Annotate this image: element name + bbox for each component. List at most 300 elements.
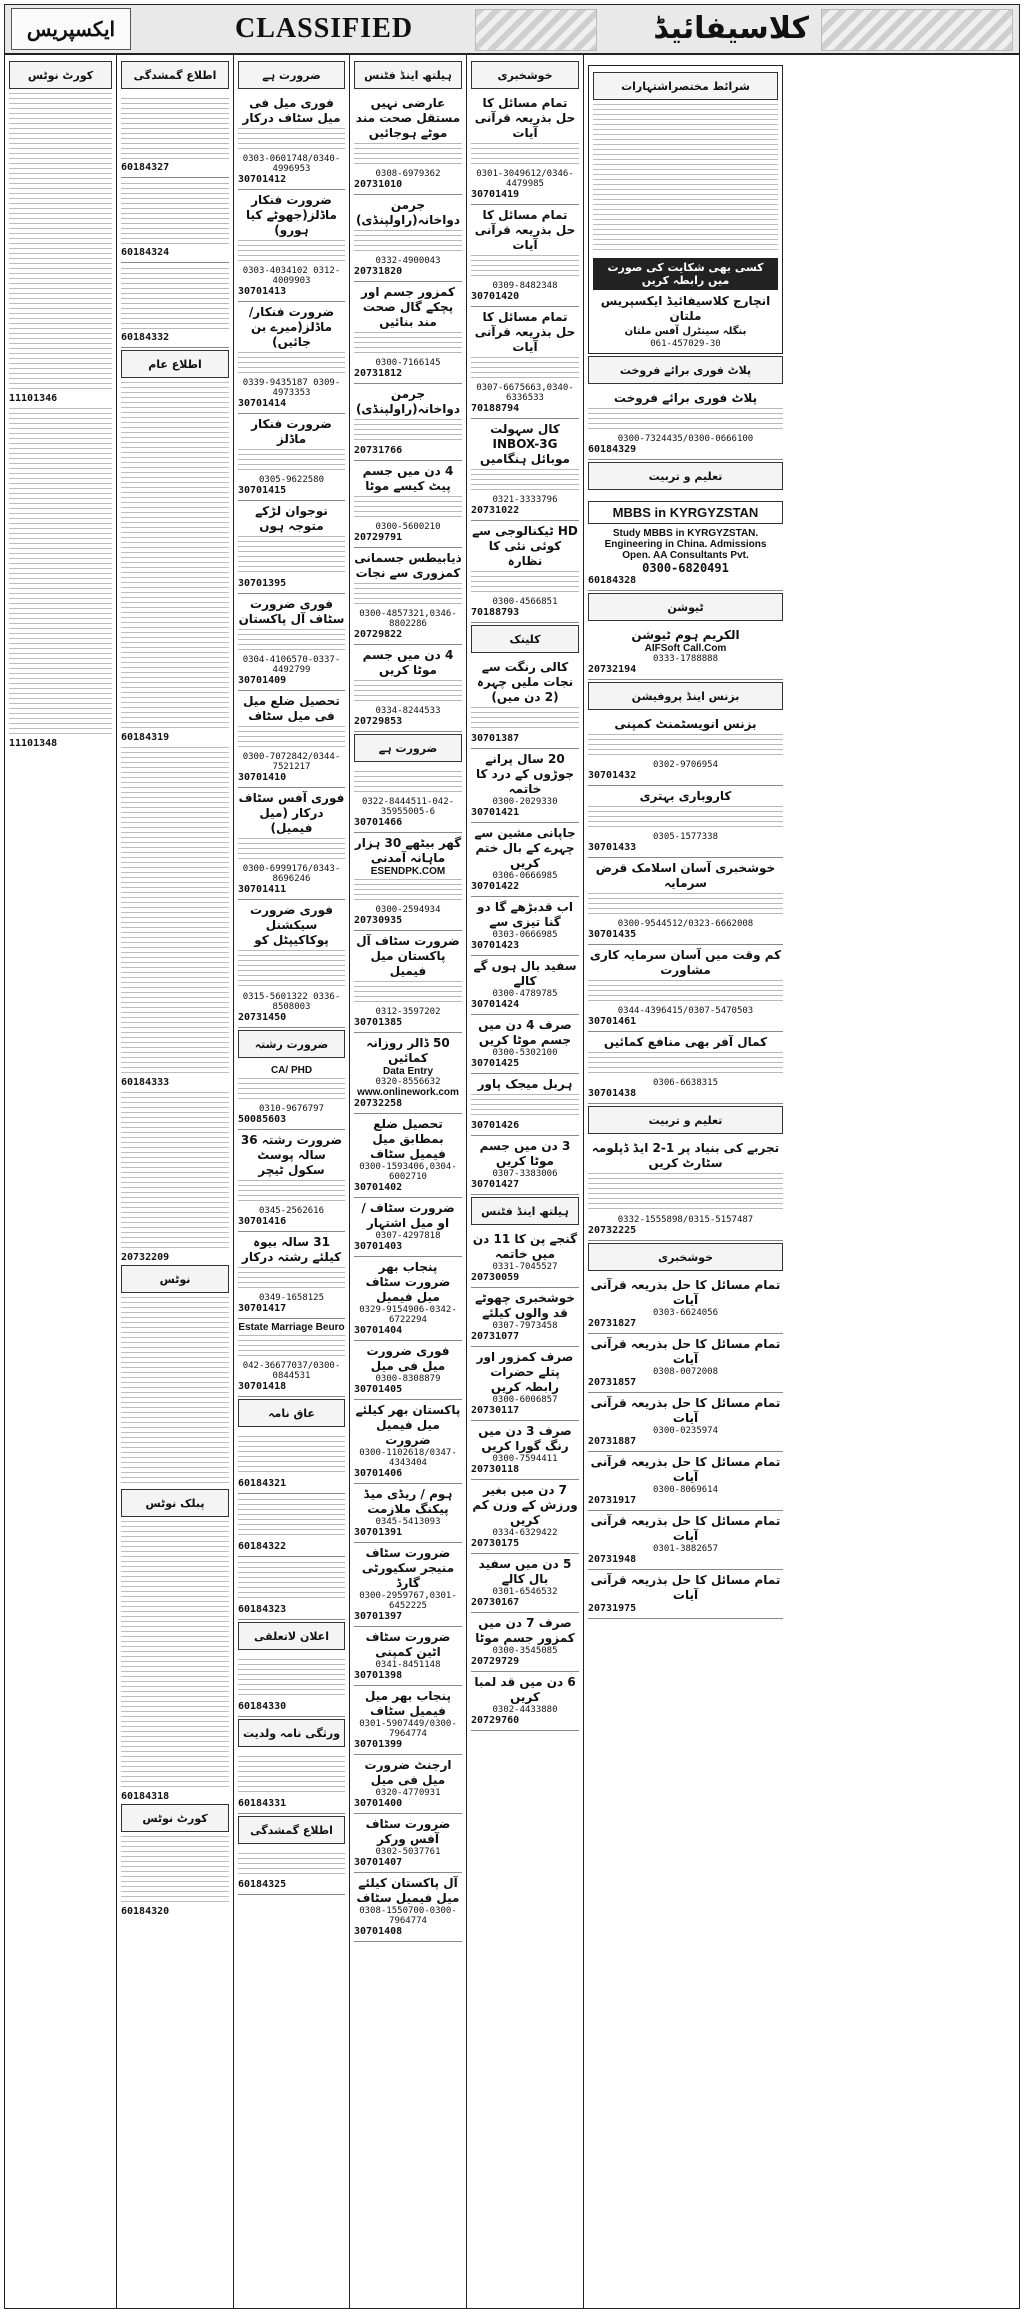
ad-code: 30701410: [238, 772, 287, 783]
classified-title-en: CLASSIFIED: [235, 13, 414, 44]
ad-title: تمام مسائل کا حل بذریعہ قرآنی آیات: [474, 96, 576, 140]
ad-item: [588, 858, 783, 945]
column-rules-education-business: [584, 55, 787, 2308]
ad-phone: 0300-8308879: [375, 1374, 441, 1384]
ad-item: [471, 1347, 579, 1421]
ad-item: [238, 1062, 345, 1130]
ad-code: 20731812: [354, 368, 403, 379]
ad-code: 20729729: [471, 1656, 520, 1667]
ad-phone: 0300-9544512/0323-6662008: [617, 919, 754, 929]
ad-title: ذیابیطس جسمانی کمزوری سے نجات: [354, 551, 462, 580]
ad-title: پلاٹ فوری برائے فروخت: [613, 391, 758, 405]
notice-body: [121, 1092, 229, 1252]
ad-item: [471, 956, 579, 1015]
ad-item: [238, 788, 345, 900]
ad-item: [354, 195, 462, 282]
section-header: تعلیم و تربیت: [588, 1106, 783, 1134]
ad-item: [354, 384, 462, 461]
ad-item: [471, 307, 579, 419]
section-header: پبلک نوٹس: [121, 1489, 229, 1517]
ad-code: 20729853: [354, 716, 403, 727]
ad-phone: 0331-7045527: [492, 1262, 558, 1272]
ad-code: 60184332: [121, 332, 170, 343]
ad-phone: 0300-1593406,0304-6002710: [359, 1162, 457, 1182]
column-good-news-clinic: [467, 55, 584, 2308]
ad-item: [238, 1751, 345, 1814]
ad-phone: 0300-7594411: [492, 1454, 558, 1464]
ad-title: کم وقت میں آسان سرمایہ کاری مشاورت: [589, 948, 782, 977]
ad-item: [471, 1074, 579, 1136]
ad-phone: 0302-9706954: [652, 760, 719, 770]
ad-item: [354, 931, 462, 1033]
ad-title: صرف 4 دن میں جسم موٹا کریں: [478, 1018, 572, 1047]
ad-code: 20730167: [471, 1597, 520, 1608]
ad-code: 20731766: [354, 445, 403, 456]
ad-title: کمال آفر بھی منافع کمائیں: [603, 1035, 768, 1049]
ad-title: فوری ضرورت سیکشنل پوکاکیپٹل کو: [250, 903, 333, 947]
ad-code: 30701424: [471, 999, 520, 1010]
notice-body: [121, 382, 229, 732]
ad-item: [238, 1431, 345, 1494]
ad-item: [238, 594, 345, 691]
ad-phone: 0320-4770931: [375, 1788, 441, 1798]
ad-title: تمام مسائل کا حل بذریعہ قرآنی آیات: [590, 1337, 781, 1366]
section-header: اطلاع گمشدگی: [121, 61, 229, 89]
ad-item: [471, 1613, 579, 1672]
ad-title: صرف کمزور اور پتلے حضرات رابطہ کریں: [476, 1350, 574, 1394]
ad-code: 30701432: [588, 770, 637, 781]
ad-code: 30701387: [471, 733, 520, 744]
ad-phone: 0301-3882657: [652, 1544, 719, 1554]
column-health-jobs: [350, 55, 467, 2308]
ad-phone: 0300-6006857: [492, 1395, 558, 1405]
ad-code: 60184331: [238, 1798, 287, 1809]
ad-code: 11101348: [9, 738, 58, 749]
ad-code: 30701400: [354, 1798, 403, 1809]
ad-phone: 0300-2029330: [492, 797, 558, 807]
ad-title: خوشخبری چھوٹے قد والوں کیلئے: [475, 1291, 575, 1320]
ad-code: 30701403: [354, 1241, 403, 1252]
ad-phone: 0329-9154906-0342-6722294: [359, 1305, 457, 1325]
ad-item: [471, 823, 579, 897]
ad-title: صرف 3 دن میں رنگ گورا کریں: [478, 1424, 572, 1453]
classified-page: [4, 4, 1020, 2309]
ad-title: تمام مسائل کا حل بذریعہ قرآنی آیات: [590, 1455, 781, 1484]
ad-phone: 0334-6329422: [492, 1528, 558, 1538]
ad-title: کاروباری بہتری: [639, 789, 732, 803]
ad-code: 30701399: [354, 1739, 403, 1750]
ad-item: [588, 1138, 783, 1241]
ad-phone: 0312-3597202: [375, 1007, 441, 1017]
ad-phone: 0304-4106570-0337-4492799: [242, 655, 341, 675]
ad-code: 60184330: [238, 1701, 287, 1712]
ad-title: فوری ضرورت سٹاف آل پاکستان: [238, 597, 345, 626]
ad-phone: 0333-1788888: [652, 654, 719, 664]
ad-title: ضرورت فنکار ماڈلز(جھوٹے کیا ہورو): [246, 193, 337, 237]
ad-code: 20731887: [588, 1436, 637, 1447]
ad-title: پنجاب بھر میل فیمیل سٹاف: [365, 1689, 451, 1718]
section-header: ضرورت ہے: [354, 734, 462, 762]
ad-phone: 0344-4396415/0307-5470503: [617, 1006, 754, 1016]
ad-title: فوری میل فی میل سٹاف درکار: [242, 96, 341, 125]
ad-phone: 0332-4900043: [375, 256, 441, 266]
office-subtitle: بنگلہ سینٹرل آفس ملتان: [624, 326, 747, 337]
ad-code: 20732258: [354, 1098, 403, 1109]
ad-code: 60184325: [238, 1879, 287, 1890]
ad-item: [588, 1275, 783, 1334]
ad-code: 30701405: [354, 1384, 403, 1395]
ad-code: 20731827: [588, 1318, 637, 1329]
notice-body: [9, 93, 112, 393]
ad-item: [471, 1421, 579, 1480]
ad-title: ضرورت سٹاف اٹین کمپنی: [365, 1630, 451, 1659]
ad-code: 20731917: [588, 1495, 637, 1506]
ad-title: خوشخبری آسان اسلامک قرض سرمایہ: [595, 861, 776, 890]
ad-phone: 0307-6675663,0340-6336533: [476, 383, 574, 403]
ad-phone: 0334-8244533: [375, 706, 441, 716]
ad-title: HD ٹیکنالوجی سے کوئی نئی کا نظارہ: [472, 524, 578, 568]
ad-code: 20730175: [471, 1538, 520, 1549]
ad-columns: [5, 55, 1019, 2308]
ad-item: [354, 282, 462, 384]
ad-code: 30701466: [354, 817, 403, 828]
ad-code: 30701418: [238, 1381, 287, 1392]
ad-item: [471, 521, 579, 623]
ad-code: 60184321: [238, 1478, 287, 1489]
ad-title: ہربل میجک پاور: [477, 1077, 573, 1091]
ad-phone: 0320-8556632: [375, 1077, 441, 1087]
ad-code: 20729822: [354, 629, 403, 640]
ad-website: AIFSoft Call.Com: [644, 643, 727, 654]
ad-phone: 0301-3049612/0346-4479985: [476, 169, 574, 189]
ad-title: الکریم ہوم ٹیوشن: [631, 628, 740, 642]
ad-item: [354, 461, 462, 548]
ad-title: کال سہولت INBOX-3G موبائل ہنگامیں: [480, 422, 570, 466]
ad-item: [471, 1554, 579, 1613]
ad-title: آل پاکستان کیلئے میل فیمیل سٹاف: [356, 1876, 460, 1905]
ad-code: 30701391: [354, 1527, 403, 1538]
ad-item: [238, 1557, 345, 1620]
ad-item: [354, 1033, 462, 1114]
ad-item: [354, 548, 462, 645]
ad-code: 30701412: [238, 174, 287, 185]
ad-code: 30701402: [354, 1182, 403, 1193]
ad-phone: 0341-8451148: [375, 1660, 441, 1670]
ad-code: 60184319: [121, 732, 170, 743]
ad-phone: 0307-4297818: [375, 1231, 441, 1241]
ad-item: [238, 1319, 345, 1397]
ad-title: ضرورت فنکار ماڈلز: [251, 417, 332, 446]
ad-code: 30701425: [471, 1058, 520, 1069]
ad-item: [354, 1755, 462, 1814]
ad-item: [588, 1393, 783, 1452]
page-header: [5, 5, 1019, 55]
ad-phone: 0300-3545085: [492, 1646, 558, 1656]
ad-item: [354, 1627, 462, 1686]
ad-item: [238, 1848, 345, 1895]
ad-title: Estate Marriage Beuro: [238, 1322, 345, 1333]
section-header: ہیلتھ اینڈ فٹنس: [354, 61, 462, 89]
ad-code: 60184322: [238, 1541, 287, 1552]
ad-phone: 0308-0072008: [652, 1367, 719, 1377]
ad-phone: 0332-1555898/0315-5157487: [617, 1215, 754, 1225]
ad-code: 30701433: [588, 842, 637, 853]
ad-item: [471, 1672, 579, 1731]
ad-item: [238, 414, 345, 501]
ad-code: 70188793: [471, 607, 520, 618]
ad-title: ضرورت سٹاف منیجر سکیورٹی گارڈ: [361, 1546, 455, 1590]
ad-title: 20 سال پرانے جوڑوں کے درد کا خاتمہ: [475, 752, 575, 796]
ad-code: 30701415: [238, 485, 287, 496]
ad-phone: 0300-2594934: [375, 905, 441, 915]
ad-phone: 0300-5600210: [375, 522, 441, 532]
section-header: اعلان لاتعلقی: [238, 1622, 345, 1650]
ad-code: 20732209: [121, 1252, 170, 1263]
ad-body: [121, 268, 229, 330]
ad-title: گھر بیٹھے 30 ہزار ماہانہ آمدنی: [354, 836, 462, 865]
mbbs-title: MBBS in KYRGYZSTAN: [588, 501, 783, 524]
ad-title: ہوم / ریڈی میڈ پیکنگ ملازمت: [363, 1487, 453, 1516]
ad-title: تمام مسائل کا حل بذریعہ قرآنی آیات: [590, 1396, 781, 1425]
section-header: خوشخبری: [471, 61, 579, 89]
ad-website: www.onlinework.com: [357, 1087, 459, 1098]
ad-code: 30701398: [354, 1670, 403, 1681]
ad-code: 20730935: [354, 915, 403, 926]
ad-title: ضرورت سٹاف آل پاکستان میل فیمیل: [356, 934, 460, 978]
ad-body: [121, 98, 229, 160]
ad-code: 30701461: [588, 1016, 637, 1027]
ad-phone: 0339-9435187 0309-4973353: [242, 378, 341, 398]
rules-highlight: کسی بھی شکایت کی صورت میں رابطہ کریں: [593, 258, 778, 290]
ad-item: [238, 302, 345, 414]
ad-title: جرمن دواخانہ(راولپنڈی): [355, 198, 461, 227]
section-header: شرائط مختصراشتہارات: [593, 72, 778, 100]
ad-code: 30701438: [588, 1088, 637, 1099]
ad-phone: 0300-1102618/0347-4343404: [359, 1448, 457, 1468]
ad-phone: 0345-2562616: [258, 1206, 325, 1216]
ad-item: [121, 178, 229, 263]
ad-title: تمام مسائل کا حل بذریعہ قرآنی آیات: [474, 310, 576, 354]
newspaper-logo: ایکسپریس: [11, 8, 131, 50]
ad-item: [354, 1257, 462, 1341]
ad-code: 70188794: [471, 403, 520, 414]
ad-phone: 0301-6546532: [492, 1587, 558, 1597]
ad-code: 30701421: [471, 807, 520, 818]
ad-code: 30701411: [238, 884, 287, 895]
ad-phone: 0300-6999176/0343-8696246: [242, 864, 341, 884]
ad-item: [354, 1814, 462, 1873]
column-wanted: [234, 55, 350, 2308]
ad-title: 5 دن میں سفید بال کالے: [478, 1557, 572, 1586]
ad-phone: 0302-4433880: [492, 1705, 558, 1715]
ad-code: 30701422: [471, 881, 520, 892]
ad-code: 20731857: [588, 1377, 637, 1388]
ad-item: [354, 1114, 462, 1198]
ad-phone: 0300-7324435/0300-0666100: [617, 434, 754, 444]
ad-item: [471, 419, 579, 521]
section-header: اطلاع عام: [121, 350, 229, 378]
ad-code: 30701407: [354, 1857, 403, 1868]
ad-item: [238, 1494, 345, 1557]
ad-phone: 0300-5302100: [492, 1048, 558, 1058]
ad-code: 30701426: [471, 1120, 520, 1131]
section-header: ضرورت ہے: [238, 61, 345, 89]
ad-title: 7 دن میں بغیر ورزش کے وزن کم کریں: [472, 1483, 578, 1527]
ad-phone: 0349-1658125: [258, 1293, 325, 1303]
ad-item: [238, 190, 345, 302]
ad-title: اب قدبڑھے گا دو گنا تیزی سے: [477, 900, 573, 929]
ad-code: 30701397: [354, 1611, 403, 1622]
ad-title: بزنس انویسٹمنٹ کمپنی: [614, 717, 757, 731]
ad-phone: 0302-5037761: [375, 1847, 441, 1857]
ad-item: [354, 1543, 462, 1627]
ad-title: 31 سالہ بیوہ کیلئے رشتہ درکار: [241, 1235, 342, 1264]
ad-title: سفید بال ہوں گے کالے: [473, 959, 577, 988]
ad-code: 30701420: [471, 291, 520, 302]
ad-item: [121, 93, 229, 178]
ad-phone: 0300-7166145: [375, 358, 441, 368]
ad-code: 30701406: [354, 1468, 403, 1479]
ad-code: 30701395: [238, 578, 287, 589]
ad-item: [354, 833, 462, 931]
ad-title: پاکستان بھر کیلئے میل فیمیل ضرورت: [355, 1403, 461, 1447]
ad-phone: 0305-1577338: [652, 832, 719, 842]
ad-item: [588, 1511, 783, 1570]
ad-phone: 0300-7072842/0344-7521217: [242, 752, 341, 772]
notice-body: [121, 747, 229, 1077]
office-title: انچارج کلاسیفائیڈ ایکسپریس ملتان: [600, 294, 771, 323]
ad-phone: 0306-0666985: [492, 871, 558, 881]
ad-code: 30701409: [238, 675, 287, 686]
ad-code: 20731450: [238, 1012, 287, 1023]
ad-title: تمام مسائل کا حل بذریعہ قرآنی آیات: [590, 1278, 781, 1307]
section-header: ضرورت رشتہ: [238, 1030, 345, 1058]
mbbs-line: Engineering in China. Admissions: [604, 539, 767, 550]
ad-phone: 0303-0666985: [492, 930, 558, 940]
ad-code: 30701423: [471, 940, 520, 951]
ad-title: ضرورت سٹاف آفس ورکر: [365, 1817, 451, 1846]
ad-item: [354, 645, 462, 732]
ad-item: [471, 1229, 579, 1288]
ad-title: 4 دن میں جسم موٹا کریں: [362, 648, 454, 677]
ad-title: 4 دن میں جسم پیٹ کیسے موٹا: [362, 464, 454, 493]
header-decoration-left: [475, 9, 597, 51]
ad-tags: CA/ PHD: [270, 1065, 313, 1076]
ad-item: [471, 657, 579, 749]
notice-body: [121, 1521, 229, 1791]
ad-title: تجربے کی بنیاد پر 1-2 ایڈ ڈپلومہ سٹارٹ کریں: [591, 1141, 780, 1170]
notice-body: [121, 1297, 229, 1487]
ad-title: نوجوان لڑکے متوجہ ہوں: [255, 504, 328, 533]
section-header: خوشخبری: [588, 1243, 783, 1271]
ad-item: [121, 263, 229, 348]
ad-code: 20730117: [471, 1405, 520, 1416]
ad-item: [588, 786, 783, 858]
office-phone: 061-457029-30: [650, 339, 721, 349]
ad-item: [354, 93, 462, 195]
ad-title: تحصیل ضلع میل فی میل سٹاف: [243, 694, 340, 723]
header-decoration-right: [821, 9, 1013, 51]
ad-item: [238, 691, 345, 788]
notice-body: [121, 1836, 229, 1906]
ad-code: 20729791: [354, 532, 403, 543]
ad-title: کالی رنگت سے نجات ملیں چہرہ (2 دن میں): [476, 660, 574, 704]
ad-code: 20732225: [588, 1225, 637, 1236]
ad-item: [471, 1136, 579, 1195]
ad-code: 60184318: [121, 1791, 170, 1802]
ad-item: [238, 1232, 345, 1319]
ad-phone: 0300-0235974: [652, 1426, 719, 1436]
ad-tag: Data Entry: [382, 1066, 433, 1077]
ad-phone: 0303-0601748/0340-4996953: [242, 154, 341, 174]
ad-code: 30701414: [238, 398, 287, 409]
ad-code: 60184320: [121, 1906, 170, 1917]
ad-code: 20729760: [471, 1715, 520, 1726]
ad-title: کمزور جسم اور پچکے گال صحت مند بنائیں: [361, 285, 455, 329]
ad-code: 60184324: [121, 247, 170, 258]
ad-item: [588, 1334, 783, 1393]
ad-item: [588, 1570, 783, 1619]
ad-code: 20731010: [354, 179, 403, 190]
ad-code: 11101346: [9, 393, 58, 404]
ad-item: [588, 1032, 783, 1104]
ad-phone: 0300-2959767,0301-6452225: [359, 1591, 457, 1611]
ad-title: گنجے پن کا 11 دن میں خاتمہ: [472, 1232, 578, 1261]
ad-title: ضرورت فنکار/ ماڈلز(میرے بن جائیں): [248, 305, 335, 349]
ad-phone: 0300-6820491: [642, 561, 729, 575]
ad-title: جاپانی مشین سے چہرے کے بال ختم کریں: [474, 826, 576, 870]
section-header: بزنس اینڈ پروفیشن: [588, 682, 783, 710]
ad-code: 20731975: [588, 1603, 637, 1614]
ad-code: 60184327: [121, 162, 170, 173]
ad-title: تمام مسائل کا حل بذریعہ قرآنی آیات: [590, 1573, 781, 1602]
ad-code: 50085603: [238, 1114, 287, 1125]
ad-phone: 0306-6638315: [652, 1078, 719, 1088]
classified-title-ur: کلاسیفائیڈ: [653, 11, 809, 46]
ad-code: 20730118: [471, 1464, 520, 1475]
ad-code: 30701385: [354, 1017, 403, 1028]
ad-item: [354, 766, 462, 833]
ad-item: [354, 1686, 462, 1755]
ad-phone: 0303-6624056: [652, 1308, 719, 1318]
ad-item: [471, 897, 579, 956]
section-header: تعلیم و تربیت: [588, 462, 783, 490]
ad-phone: 0310-9676797: [258, 1104, 325, 1114]
section-header: ورثگی نامہ ولدیت: [238, 1719, 345, 1747]
ad-phone: 0305-9622580: [258, 475, 325, 485]
ad-code: 60184323: [238, 1604, 287, 1615]
notice-body: [9, 408, 112, 738]
ad-title: تمام مسائل کا حل بذریعہ قرآنی آیات: [590, 1514, 781, 1543]
ad-phone: 0307-3383006: [492, 1169, 558, 1179]
section-header: کورٹ نوٹس: [9, 61, 112, 89]
section-header: ہیلتھ اینڈ فٹنس: [471, 1197, 579, 1225]
ad-title: ضرورت رشتہ 36 سالہ پوسٹ سکول ٹیچر: [240, 1133, 343, 1177]
ad-item: [471, 749, 579, 823]
ad-code: 30701435: [588, 929, 637, 940]
ad-item: [354, 1484, 462, 1543]
ad-phone: 0308-1550700-0300-7964774: [359, 1906, 457, 1926]
ad-title: ضرورت سٹاف / او میل اشتہار: [361, 1201, 455, 1230]
ad-phone: 042-36677037/0300-0844531: [242, 1361, 341, 1381]
ad-title: فوری آفس سٹاف درکار (میل فیمیل): [238, 791, 345, 835]
column-court-notices: [5, 55, 117, 2308]
section-header: کلینک: [471, 625, 579, 653]
ad-phone: 0300-4566851: [492, 597, 558, 607]
ad-item: [588, 945, 783, 1032]
ad-phone: 0309-8482348: [492, 281, 558, 291]
ad-item: [471, 1480, 579, 1554]
